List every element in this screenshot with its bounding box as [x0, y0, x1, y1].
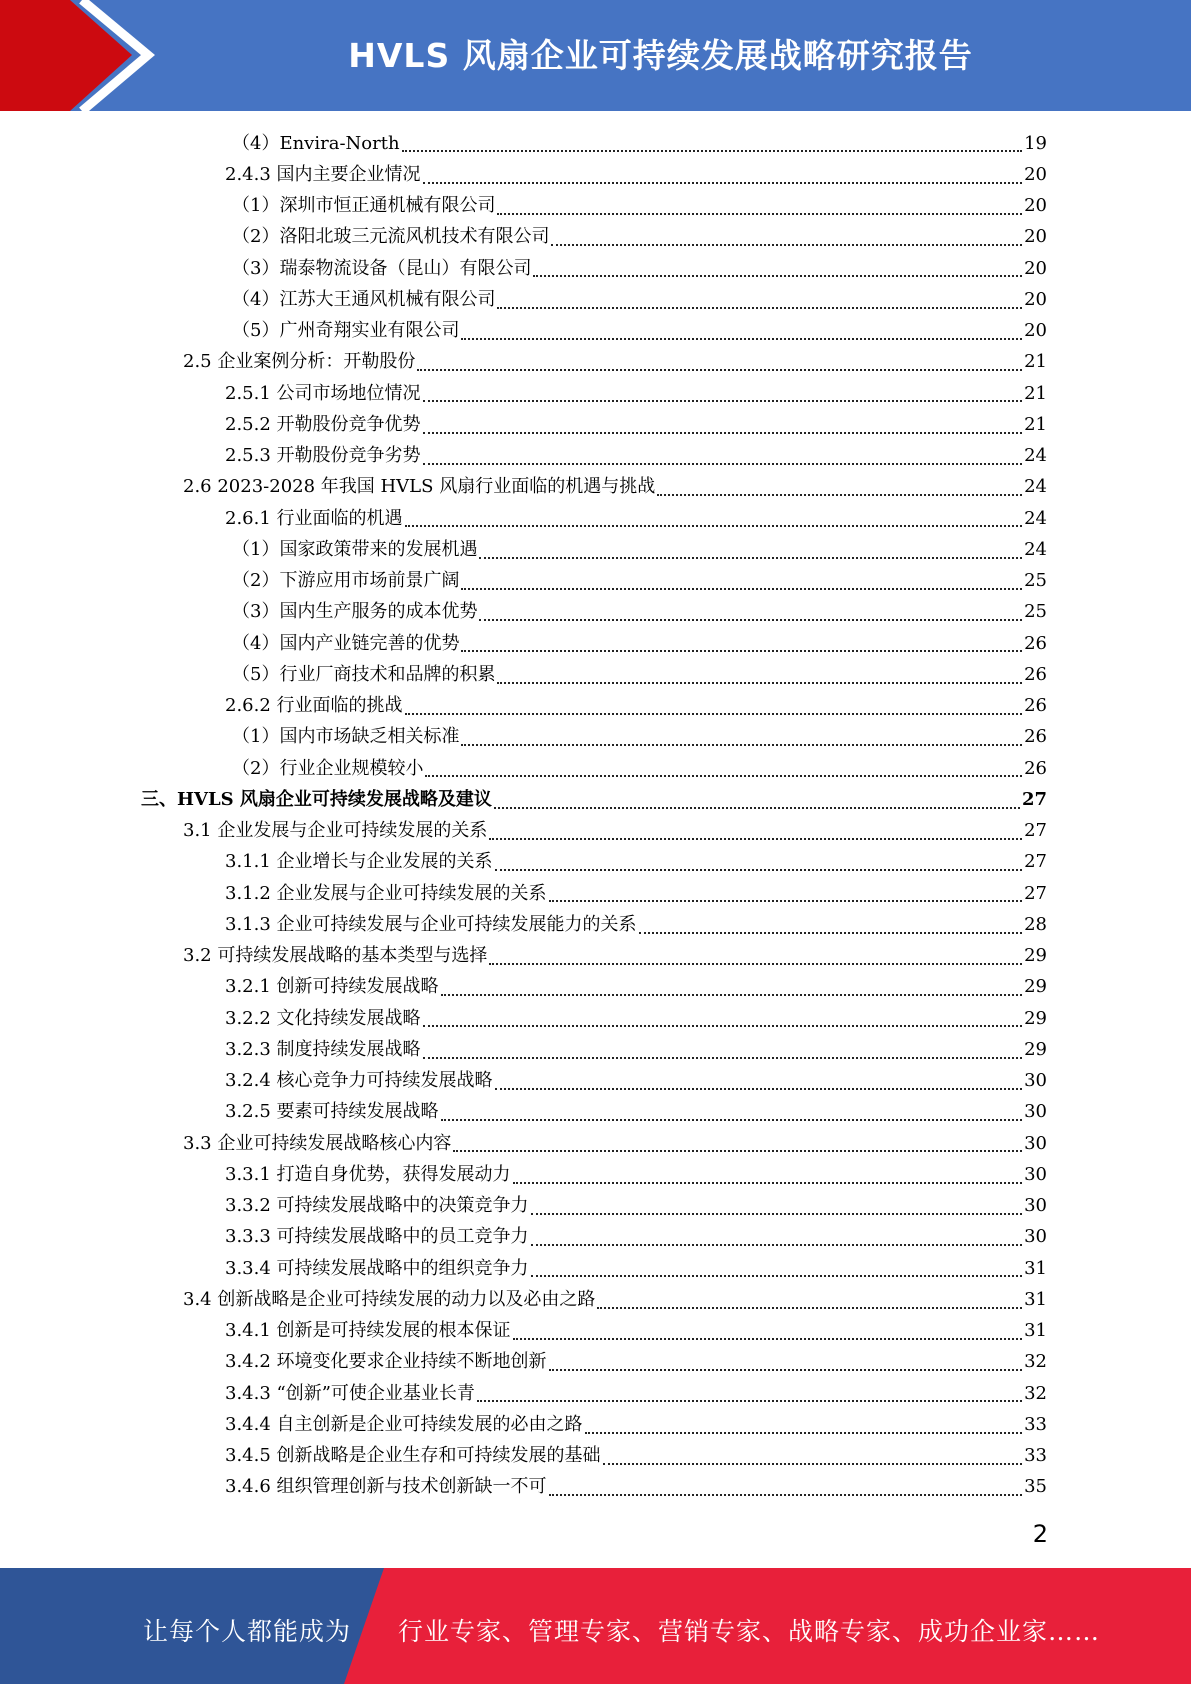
toc-entry-page: 20: [1024, 257, 1047, 279]
toc-entry-page: 31: [1024, 1320, 1047, 1342]
toc-entry-page: 20: [1024, 163, 1047, 185]
footer-slogan: 让每个人都能成为: [143, 1617, 352, 1646]
toc-entry-label: 3.2.4 核心竞争力可持续发展战略: [225, 1070, 493, 1092]
page-header: [0, 0, 1191, 111]
toc-entry-label: 3.4.1 创新是可持续发展的根本保证: [225, 1320, 511, 1342]
toc-entry[interactable]: [0, 409, 1047, 440]
toc-entry-label: 2.5.2 开勒股份竞争优势: [225, 413, 421, 435]
toc-entry-label: 3.1.3 企业可持续发展与企业可持续发展能力的关系: [225, 913, 637, 935]
toc-entry[interactable]: [0, 159, 1047, 190]
toc-entry-label: 3.4.2 环境变化要求企业持续不断地创新: [225, 1351, 547, 1373]
toc-entry-page: 26: [1024, 726, 1047, 748]
toc-dot-leader: [405, 713, 1023, 715]
toc-dot-leader: [405, 525, 1023, 527]
toc-entry-label: （2）下游应用市场前景广阔: [232, 570, 460, 592]
toc-dot-leader: [402, 150, 1023, 152]
toc-entry-label: （3）国内生产服务的成本优势: [232, 601, 478, 623]
toc-entry-label: 3.3 企业可持续发展战略核心内容: [183, 1132, 452, 1154]
toc-dot-leader: [549, 1369, 1023, 1371]
toc-entry-page: 30: [1024, 1226, 1047, 1248]
toc-dot-leader: [423, 400, 1023, 402]
toc-entry-page: 20: [1024, 226, 1047, 248]
toc-dot-leader: [423, 182, 1023, 184]
toc-dot-leader: [551, 244, 1022, 246]
toc-dot-leader: [461, 650, 1022, 652]
toc-entry-label: 3.2.2 文化持续发展战略: [225, 1007, 421, 1029]
toc-dot-leader: [489, 963, 1022, 965]
toc-entry-page: 35: [1024, 1476, 1047, 1498]
toc-entry[interactable]: [0, 722, 1047, 753]
toc-entry[interactable]: [0, 472, 1047, 503]
toc-dot-leader: [425, 775, 1022, 777]
toc-entry-page: 32: [1024, 1382, 1047, 1404]
toc-entry-label: 3.2.1 创新可持续发展战略: [225, 976, 439, 998]
toc-entry-page: 20: [1024, 320, 1047, 342]
toc-entry-label: （1）国家政策带来的发展机遇: [232, 538, 478, 560]
toc-dot-leader: [603, 1463, 1023, 1465]
toc-entry[interactable]: [0, 1347, 1047, 1378]
toc-dot-leader: [479, 619, 1022, 621]
toc-entry[interactable]: [0, 1441, 1047, 1472]
toc-entry[interactable]: [0, 1378, 1047, 1409]
toc-dot-leader: [497, 307, 1022, 309]
toc-entry[interactable]: [0, 1284, 1047, 1315]
toc-dot-leader: [533, 275, 1022, 277]
toc-entry-page: 20: [1024, 288, 1047, 310]
toc-entry-page: 31: [1024, 1288, 1047, 1310]
toc-entry-page: 26: [1024, 663, 1047, 685]
toc-entry-label: 2.6 2023-2028 年我国 HVLS 风扇行业面临的机遇与挑战: [183, 476, 656, 498]
toc-entry-page: 24: [1024, 507, 1047, 529]
toc-dot-leader: [531, 1213, 1023, 1215]
toc-entry-label: 2.5.3 开勒股份竞争劣势: [225, 445, 421, 467]
toc-entry[interactable]: [0, 753, 1047, 784]
toc-entry-page: 27: [1024, 820, 1047, 842]
toc-dot-leader: [495, 1088, 1023, 1090]
footer-roles: 行业专家、管理专家、营销专家、战略专家、成功企业家……: [398, 1617, 1101, 1646]
toc-entry[interactable]: [0, 128, 1047, 159]
toc-dot-leader: [453, 1150, 1022, 1152]
toc-entry[interactable]: [0, 597, 1047, 628]
toc-entry-label: （1）国内市场缺乏相关标准: [232, 726, 460, 748]
toc-entry-page: 29: [1024, 1007, 1047, 1029]
toc-entry-label: （5）行业厂商技术和品牌的积累: [232, 663, 496, 685]
page-number: 2: [1032, 1520, 1048, 1548]
toc-entry-page: 27: [1021, 788, 1047, 810]
toc-entry[interactable]: [0, 1253, 1047, 1284]
toc-entry-page: 21: [1024, 413, 1047, 435]
toc-entry[interactable]: [0, 1066, 1047, 1097]
toc-entry-page: 25: [1024, 601, 1047, 623]
toc-entry-page: 29: [1024, 976, 1047, 998]
toc-entry-page: 33: [1024, 1413, 1047, 1435]
toc-entry-page: 29: [1024, 945, 1047, 967]
toc-entry-label: 3.1.1 企业增长与企业发展的关系: [225, 851, 493, 873]
toc-entry-label: 3.4 创新战略是企业可持续发展的动力以及必由之路: [183, 1288, 596, 1310]
toc-entry[interactable]: [0, 284, 1047, 315]
toc-entry-page: 30: [1024, 1070, 1047, 1092]
toc-entry-label: （2）洛阳北玻三元流风机技术有限公司: [232, 226, 550, 248]
page-footer: [0, 1568, 1191, 1684]
toc-entry-page: 24: [1024, 538, 1047, 560]
toc-entry-label: 2.6.2 行业面临的挑战: [225, 695, 403, 717]
toc-entry-page: 31: [1024, 1257, 1047, 1279]
toc-entry-label: 3.4.3 “创新”可使企业基业长青: [225, 1382, 475, 1404]
toc-entry-label: （2）行业企业规模较小: [232, 757, 424, 779]
toc-entry-page: 26: [1024, 632, 1047, 654]
toc-entry[interactable]: [0, 316, 1047, 347]
toc-entry[interactable]: [0, 909, 1047, 940]
toc-dot-leader: [441, 1119, 1023, 1121]
toc-dot-leader: [423, 463, 1023, 465]
toc-entry[interactable]: [0, 941, 1047, 972]
toc-entry[interactable]: [0, 1191, 1047, 1222]
toc-entry[interactable]: [0, 784, 1047, 815]
toc-entry-page: 33: [1024, 1445, 1047, 1467]
toc-entry-page: 21: [1024, 382, 1047, 404]
toc-entry-label: 3.2.3 制度持续发展战略: [225, 1038, 421, 1060]
toc-entry[interactable]: [0, 628, 1047, 659]
toc-dot-leader: [477, 1400, 1022, 1402]
toc-dot-leader: [461, 744, 1022, 746]
toc-entry-label: 3.4.5 创新战略是企业生存和可持续发展的基础: [225, 1445, 601, 1467]
toc-entry-page: 27: [1024, 851, 1047, 873]
toc-entry-label: 3.4.6 组织管理创新与技术创新缺一不可: [225, 1476, 547, 1498]
toc-entry-label: （4）国内产业链完善的优势: [232, 632, 460, 654]
toc-entry-page: 21: [1024, 351, 1047, 373]
toc-entry-page: 19: [1024, 132, 1047, 154]
toc-entry[interactable]: [0, 1128, 1047, 1159]
toc-dot-leader: [479, 557, 1022, 559]
toc-dot-leader: [513, 1338, 1023, 1340]
toc-entry[interactable]: [0, 1097, 1047, 1128]
toc-entry-page: 26: [1024, 757, 1047, 779]
toc-dot-leader: [461, 588, 1022, 590]
toc-entry[interactable]: [0, 1003, 1047, 1034]
toc-entry[interactable]: [0, 253, 1047, 284]
toc-dot-leader: [423, 1025, 1023, 1027]
toc-entry-label: 3.3.3 可持续发展战略中的员工竞争力: [225, 1226, 529, 1248]
toc-dot-leader: [441, 994, 1023, 996]
toc-entry-label: 三、HVLS 风扇企业可持续发展战略及建议: [141, 788, 492, 810]
toc-dot-leader: [461, 338, 1022, 340]
toc-entry-label: （4）Envira-North: [232, 132, 400, 154]
toc-dot-leader: [497, 682, 1022, 684]
toc-dot-leader: [585, 1432, 1023, 1434]
toc-entry[interactable]: [0, 972, 1047, 1003]
toc-dot-leader: [531, 1275, 1023, 1277]
toc-entry-label: 2.6.1 行业面临的机遇: [225, 507, 403, 529]
toc-entry[interactable]: [0, 222, 1047, 253]
toc-entry-label: 3.2.5 要素可持续发展战略: [225, 1101, 439, 1123]
toc-entry-label: （5）广州奇翔实业有限公司: [232, 320, 460, 342]
toc-dot-leader: [549, 900, 1023, 902]
toc-dot-leader: [423, 1057, 1023, 1059]
toc-entry-page: 26: [1024, 695, 1047, 717]
toc-entry-page: 30: [1024, 1195, 1047, 1217]
toc-dot-leader: [657, 494, 1022, 496]
toc-entry-page: 30: [1024, 1132, 1047, 1154]
toc-dot-leader: [495, 869, 1023, 871]
toc-entry-label: 2.5.1 公司市场地位情况: [225, 382, 421, 404]
table-of-contents: [0, 128, 1191, 1503]
toc-entry-page: 28: [1024, 913, 1047, 935]
toc-entry[interactable]: [0, 816, 1047, 847]
toc-entry-page: 29: [1024, 1038, 1047, 1060]
toc-dot-leader: [494, 807, 1020, 809]
toc-dot-leader: [549, 1494, 1023, 1496]
toc-entry-page: 30: [1024, 1163, 1047, 1185]
toc-dot-leader: [513, 1182, 1023, 1184]
toc-entry[interactable]: [0, 441, 1047, 472]
toc-dot-leader: [489, 838, 1022, 840]
toc-entry-page: 25: [1024, 570, 1047, 592]
toc-entry-label: 3.2 可持续发展战略的基本类型与选择: [183, 945, 488, 967]
toc-entry-page: 24: [1024, 445, 1047, 467]
toc-entry[interactable]: [0, 1316, 1047, 1347]
toc-entry-label: 3.1.2 企业发展与企业可持续发展的关系: [225, 882, 547, 904]
toc-entry[interactable]: [0, 878, 1047, 909]
toc-entry[interactable]: [0, 1034, 1047, 1065]
toc-entry-label: 3.3.4 可持续发展战略中的组织竞争力: [225, 1257, 529, 1279]
toc-entry[interactable]: [0, 378, 1047, 409]
toc-entry[interactable]: [0, 1409, 1047, 1440]
toc-entry[interactable]: [0, 1159, 1047, 1190]
toc-dot-leader: [531, 1244, 1023, 1246]
toc-entry[interactable]: [0, 1222, 1047, 1253]
toc-entry-page: 32: [1024, 1351, 1047, 1373]
toc-entry-page: 24: [1024, 476, 1047, 498]
toc-entry[interactable]: [0, 191, 1047, 222]
toc-entry[interactable]: [0, 847, 1047, 878]
toc-dot-leader: [497, 213, 1022, 215]
toc-entry-label: 2.5 企业案例分析：开勒股份: [183, 351, 416, 373]
toc-dot-leader: [423, 432, 1023, 434]
toc-dot-leader: [597, 1307, 1022, 1309]
toc-entry-page: 30: [1024, 1101, 1047, 1123]
toc-entry-page: 20: [1024, 195, 1047, 217]
toc-entry-page: 27: [1024, 882, 1047, 904]
toc-entry-label: （1）深圳市恒正通机械有限公司: [232, 195, 496, 217]
toc-entry[interactable]: [0, 347, 1047, 378]
toc-entry-label: 3.1 企业发展与企业可持续发展的关系: [183, 820, 488, 842]
toc-entry[interactable]: [0, 534, 1047, 565]
toc-entry[interactable]: [0, 691, 1047, 722]
toc-entry[interactable]: [0, 503, 1047, 534]
toc-entry[interactable]: [0, 659, 1047, 690]
toc-dot-leader: [639, 932, 1023, 934]
toc-entry-label: 2.4.3 国内主要企业情况: [225, 163, 421, 185]
toc-entry-label: 3.4.4 自主创新是企业可持续发展的必由之路: [225, 1413, 583, 1435]
toc-entry-label: 3.3.2 可持续发展战略中的决策竞争力: [225, 1195, 529, 1217]
report-title: HVLS 风扇企业可持续发展战略研究报告: [348, 36, 973, 75]
toc-entry-label: （3）瑞泰物流设备（昆山）有限公司: [232, 257, 532, 279]
toc-entry-label: （4）江苏大王通风机械有限公司: [232, 288, 496, 310]
toc-dot-leader: [417, 369, 1022, 371]
toc-entry-label: 3.3.1 打造自身优势，获得发展动力: [225, 1163, 511, 1185]
toc-entry[interactable]: [0, 1472, 1047, 1503]
toc-entry[interactable]: [0, 566, 1047, 597]
